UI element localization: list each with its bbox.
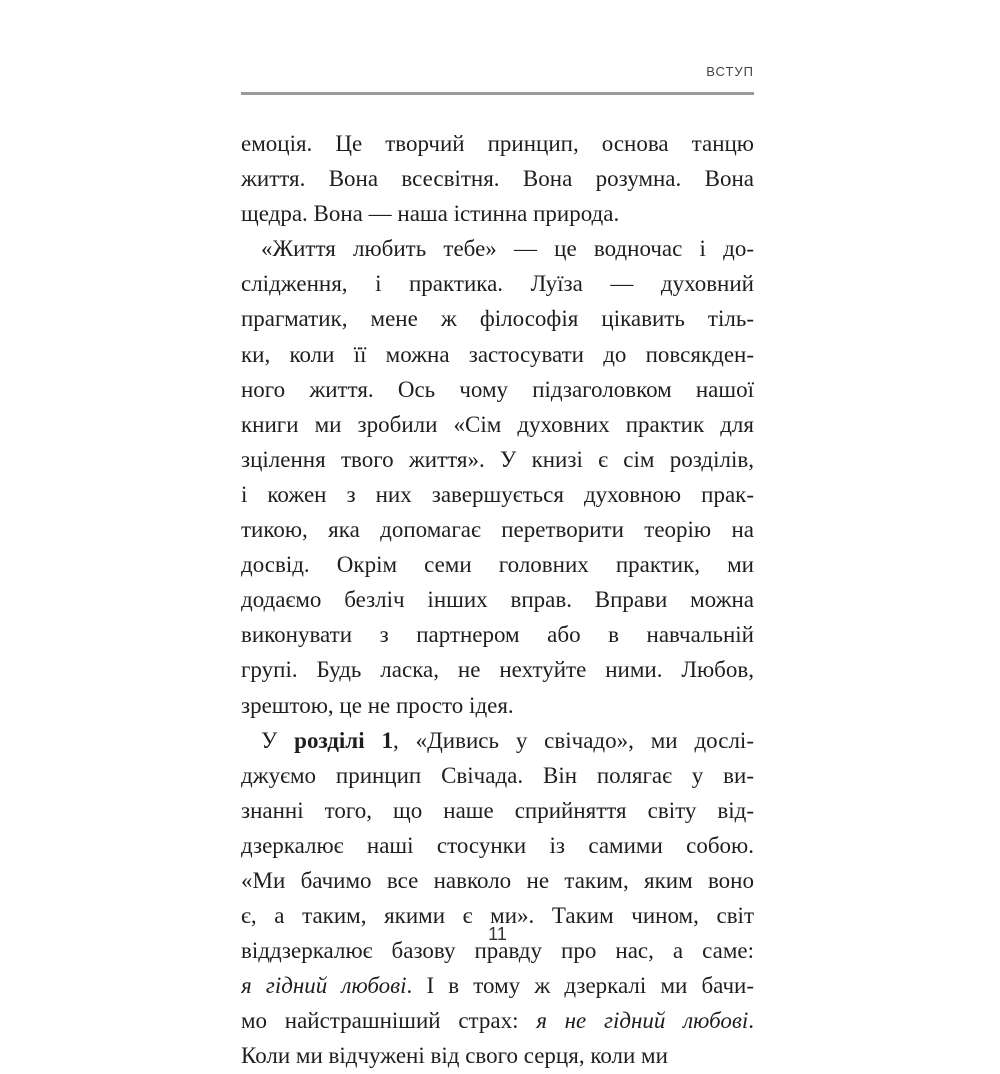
text-line [241,266,754,301]
text-line [241,652,754,687]
text-line [241,442,754,477]
italic-text: я гідний любові [241,973,407,999]
page-number: 11 [488,924,507,944]
text-line [241,723,754,758]
text-run: ного життя. Ось чому підзаголовком нашої [241,376,754,402]
text-line [241,407,754,442]
text-line [241,301,754,336]
paragraph [241,231,754,722]
text-line [241,582,754,617]
text-run: емоція. Це творчий принцип, основа танцю [241,131,754,156]
text-line [241,512,754,547]
text-line [241,758,754,793]
running-head: ВСТУП [706,64,754,79]
text-run: групі. Будь ласка, не нехтуйте ними. Любов, [241,657,754,683]
text-line [241,372,754,407]
text-run: зрештою, це не просто ідея. [241,692,514,718]
header-rule [241,92,754,95]
text-run: «Життя любить тебе» — це водночас і до- [261,236,754,262]
text-line [241,161,754,196]
text-run: У [261,727,295,753]
text-line [241,337,754,372]
text-line [241,968,754,1003]
text-run: виконувати з партнером або в навчальній [241,622,754,648]
text-run: ки, коли її можна застосувати до повсякден- [241,341,754,367]
italic-text: я не гідний любові [536,1008,749,1034]
text-run: прагматик, мене ж філософія цікавить тіль- [241,306,754,332]
text-line [241,688,754,723]
text-run: «Ми бачимо все навколо не таким, яким воно [241,867,754,893]
text-run: тикою, яка допомагає перетворити теорію на [241,517,754,543]
text-line [241,231,754,266]
text-run: досвід. Окрім семи головних практик, ми [241,552,754,578]
text-run: додаємо безліч інших вправ. Вправи можна [241,587,754,613]
paragraph [241,126,754,231]
text-line [241,126,754,161]
text-run: віддзеркалює базову правду про нас, а саме: [241,938,754,964]
text-run: дзеркалює наші стосунки із самими собою. [241,832,754,858]
text-run: джуємо принцип Свічада. Він полягає у ви- [241,762,754,788]
text-run: . [748,1008,754,1034]
text-line [241,617,754,652]
text-run: зцілення твого життя». У книзі є сім розділів, [241,446,754,472]
text-run: слідження, і практика. Луїза — духовний [241,271,754,297]
text-line [241,196,754,231]
text-line [241,1003,754,1038]
text-run: щедра. Вона — наша істинна природа. [241,201,620,227]
text-line [241,1038,754,1073]
text-run: , «Дивись у свічадо», ми дослі- [392,727,754,753]
text-run: Коли ми відчужені від свого серця, коли ми [241,1043,668,1069]
text-line [241,477,754,512]
paragraph [241,723,754,1074]
text-run: є, а таким, якими є ми». Таким чином, світ [241,903,754,929]
text-run: . І в тому ж дзеркалі ми бачи- [406,973,754,999]
text-line [241,547,754,582]
text-run: життя. Вона всесвітня. Вона розумна. Вона [241,166,754,192]
text-run: мо найстрашніший страх: [241,1008,537,1034]
bold-text: розділі 1 [294,727,393,753]
text-line [241,863,754,898]
text-run: книги ми зробили «Сім духовних практик для [241,411,754,437]
text-run: знанні того, що наше сприйняття світу від- [241,797,754,823]
text-line [241,828,754,863]
text-run: і кожен з них завершується духовною прак- [241,481,754,507]
text-line [241,793,754,828]
